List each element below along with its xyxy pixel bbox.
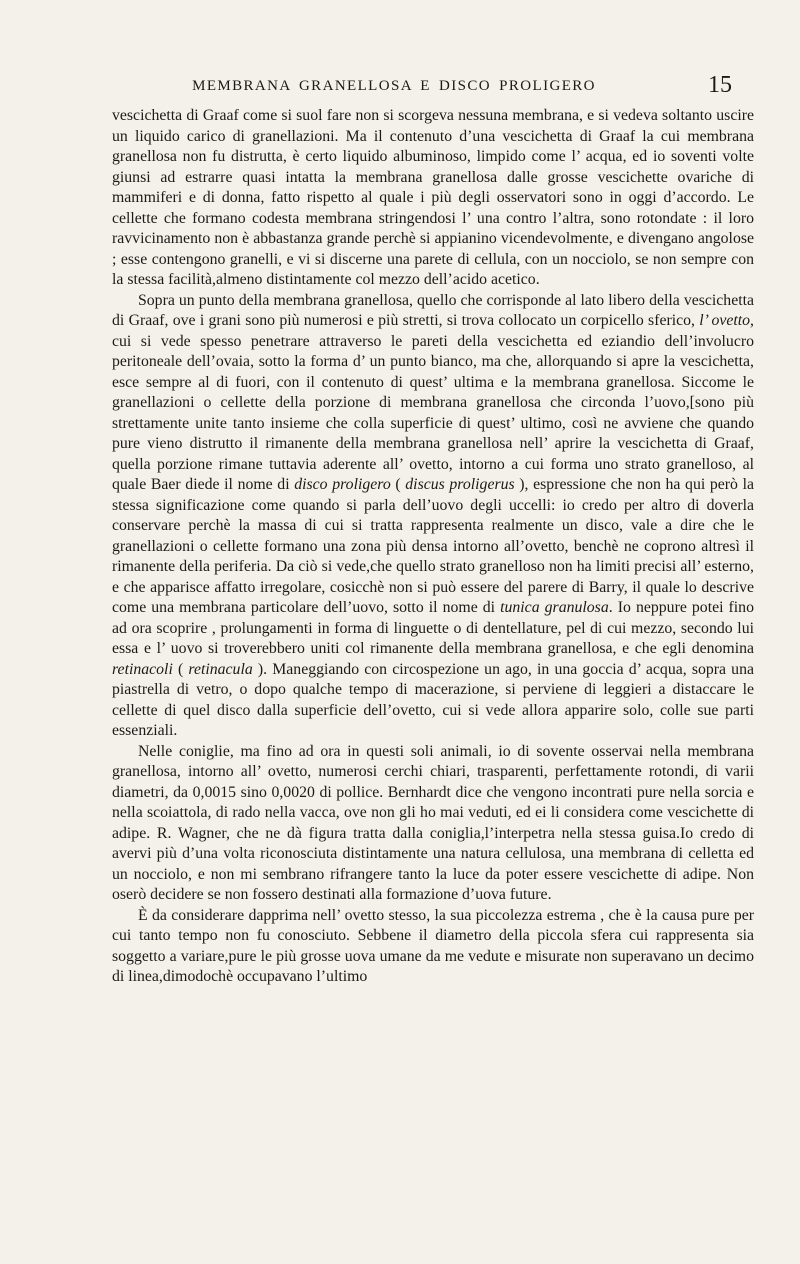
term-retinacoli: retinacoli xyxy=(112,660,173,678)
running-head xyxy=(110,74,750,104)
paragraph-2-text: Sopra un punto della membrana granellosa, quello che corrisponde al lato libero della vescichetta di Graaf, ove i grani sono più numerosi e più stretti, si trova collocato un corpicello sferico, xyxy=(112,291,754,329)
term-ovetto: l’ ovetto xyxy=(699,312,751,329)
paragraph-4-text: È da considerare dapprima nell’ ovetto stesso, la sua piccolezza estrema , che è la causa pure per cui tanto tempo non fu conosciuto. Sebbene il diametro della piccola sfera cui rappresenta sia soggetto a variare,pure le più grosse uova umane da me vedute e misurate non superavano un decimo di linea,dimodochè occupavano l’ultimo xyxy=(112,906,754,985)
paragraph-2-text: . Io neppure potei fino ad ora scoprire , prolungamenti in forma di linguette o di dentellature, pel di cui mezzo, secondo lui essa e l’ uovo si troverebbero uniti col rimanente della membrana granellosa, e che egli denomina xyxy=(112,599,754,657)
paragraph-3-text: Nelle coniglie, ma fino ad ora in questi soli animali, io di sovente osservai nella membrana granellosa, intorno all’ ovetto, numerosi cerchi chiari, trasparenti, perfettamente rotondi, di varii diametri, da 0,0015 sino 0,0020 di pollice. Bernhardt dice che vengono incontrati pure nella sorcia e nella scoiattola, di rado nella vacca, ove non gli ho mai veduti, ed ei li considera come vescichette di adipe. R. Wagner, che ne dà figura tratta dalla coniglia,l’interpetra nella stessa guisa.Io credo di avervi più d’una volta riconosciuta distintamente una natura cellulosa, una membrana di celletta ed un nocciolo, e non mi sembrano rifrangere tanto la luce da poter essere vescichette di adipe. Non oserò decidere se non fossero destinati alla formazione d’uova future. xyxy=(112,742,754,903)
paragraph-2-text: ( xyxy=(390,476,406,493)
term-discus-proligerus: discus proligerus xyxy=(405,476,515,493)
paragraph-2 xyxy=(112,291,754,742)
term-tunica-granulosa: tunica granulosa xyxy=(500,599,609,616)
paragraph-4 xyxy=(112,906,754,988)
body-text xyxy=(112,106,754,988)
term-retinacula: retinacula xyxy=(188,660,253,678)
paragraph-3 xyxy=(112,742,754,906)
paragraph-2-text: ( xyxy=(172,660,189,678)
paragraph-2-text: ). Maneggiando con circospezione un ago, in una goccia d’ acqua, sopra una piastrella di vetro, o dopo qualche tempo di macerazione, si perviene di leggieri a distaccare le cellette di quel disco dalla superficie dell’ovetto, cui si vede allora apparire solo, colle sue parti essenziali. xyxy=(112,660,754,739)
paragraph-1 xyxy=(112,106,754,291)
term-disco-proligero: disco proligero xyxy=(294,476,391,493)
running-title: MEMBRANA GRANELLOSA E DISCO PROLIGERO xyxy=(192,78,596,94)
paragraph-1-text: vescichetta di Graaf come si suol fare non si scorgeva nessuna membrana, e si vedeva soltanto uscire un liquido carico di granellazioni. Ma il contenuto d’una vescichetta di Graaf la cui membrana granellosa non fu distrutta, è certo liquido albuminoso, limpido come l’ acqua, ed io soventi volte giunsi ad estrarre quasi intatta la membrana granellosa dalle grosse vescichette ovariche di mammiferi e di donna, fatto rispetto al quale i più degli osservatori sono in oggi d’accordo. Le cellette che formano codesta membrana stringendosi l’ una contro l’altra, sono rotondate : il loro ravvicinamento non è abbastanza grande perchè si appianino vicendevolmente, e divengano angolose ; esse contengono granelli, e vi si discerne una parete di cellula, con un nocciolo, se non sempre con la stessa facilità,almeno distintamente col mezzo dell’acido acetico. xyxy=(112,107,754,288)
page-number: 15 xyxy=(708,72,732,98)
paragraph-2-text: , cui si vede spesso penetrare attraverso le pareti della vescichetta ed eziandio dell’involucro peritoneale dell’ovaia, sotto la forma d’ un punto bianco, ma che, allorquando si apre la vescichetta, esce sempre al di fuori, con il contenuto di quest’ ultima e la membrana granellosa. Siccome le granellazioni o cellette della porzione di membrana granellosa che circonda l’uovo,[sono più strettamente unite tanto insieme che colla superficie di quest’ ultimo, così ne avviene che quando pure vieno distrutto il rimanente della membrana granellosa nell’ aprire la vescichetta di Graaf, quella porzione rimane tuttavia aderente all’ ovetto, intorno a cui forma uno strato granelloso, al quale Baer diede il nome di xyxy=(112,312,754,493)
paragraph-2-text: ), espressione che non ha qui però la stessa significazione come quando si parla dell’uovo degli uccelli: io credo per altro di doverla conservare perchè la massa di cui si tratta rappresenta realmente un disco, vale a dire che le granellazioni o cellette formano una zona più densa intorno all’ovetto, benchè ne coprono altresì il rimanente della periferia. Da ciò si vede,che quello strato granelloso non ha limiti precisi all’ esterno, e che apparisce affatto irregolare, cosicchè non si può essere del parere di Barry, il quale lo descrive come una membrana particolare dell’uovo, sotto il nome di xyxy=(112,476,754,616)
